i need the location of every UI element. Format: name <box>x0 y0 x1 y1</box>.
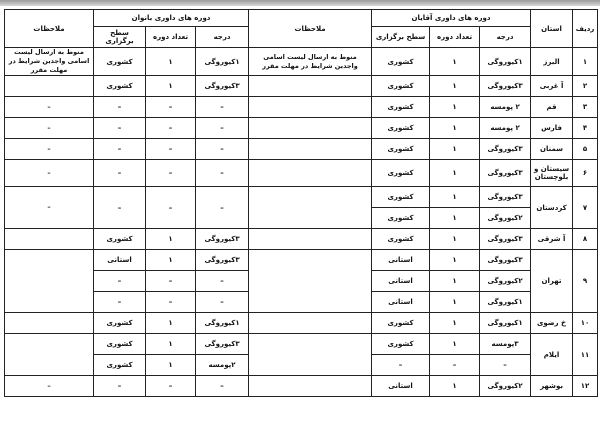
row-number-cell: ۶ <box>573 160 598 187</box>
men-remarks-cell <box>249 334 372 376</box>
women-degree-cell: ۱کیوروگی <box>196 48 249 76</box>
table-row <box>5 250 598 271</box>
men-level-cell: کشوری <box>372 229 430 250</box>
women-remarks-cell: منوط به ارسال لیست اسامی واجدین شرایط در مهلت مقرر <box>5 48 94 76</box>
women-degree-cell: – <box>196 97 249 118</box>
women-degree-cell: – <box>196 292 249 313</box>
province-cell: ایلام <box>531 334 573 376</box>
men-count-cell: ۱ <box>430 250 480 271</box>
men-count-cell: ۱ <box>430 229 480 250</box>
women-degree-cell: ۲پومسه <box>196 355 249 376</box>
men-level-cell: کشوری <box>372 313 430 334</box>
men-degree-cell: ۳کیوروگی <box>480 229 531 250</box>
header-women-count: تعداد دوره <box>146 27 196 48</box>
row-number-cell: ۴ <box>573 118 598 139</box>
men-level-cell: کشوری <box>372 139 430 160</box>
women-remarks-cell: – <box>5 97 94 118</box>
men-degree-cell: ۲ پومسه <box>480 118 531 139</box>
header-women-degree: درجه <box>196 27 249 48</box>
row-number-cell: ۷ <box>573 187 598 229</box>
women-degree-cell: – <box>196 376 249 397</box>
table-row <box>5 160 598 187</box>
women-count-cell: ۱ <box>146 313 196 334</box>
women-degree-cell: – <box>196 160 249 187</box>
men-level-cell: استانی <box>372 271 430 292</box>
women-level-cell: کشوری <box>94 76 146 97</box>
women-degree-cell: ۳کیوروگی <box>196 334 249 355</box>
scan-top-edge <box>0 0 600 6</box>
women-level-cell: – <box>94 271 146 292</box>
province-cell: آ غربی <box>531 76 573 97</box>
women-count-cell: ۱ <box>146 334 196 355</box>
women-level-cell: کشوری <box>94 355 146 376</box>
men-count-cell: – <box>430 355 480 376</box>
women-remarks-cell <box>5 334 94 376</box>
referee-courses-table <box>4 9 598 397</box>
women-degree-cell: ۱کیوروگی <box>196 313 249 334</box>
women-remarks-cell: – <box>5 118 94 139</box>
row-number-cell: ۸ <box>573 229 598 250</box>
men-remarks-cell <box>249 97 372 118</box>
header-women-level: سطح برگزاری <box>94 27 146 48</box>
women-count-cell: – <box>146 118 196 139</box>
men-remarks-cell <box>249 118 372 139</box>
table-row <box>5 229 598 250</box>
women-count-cell: – <box>146 271 196 292</box>
men-degree-cell: ۳پومسه <box>480 334 531 355</box>
table-row <box>5 313 598 334</box>
women-level-cell: کشوری <box>94 48 146 76</box>
header-row-no: ردیف <box>573 10 598 48</box>
women-degree-cell: – <box>196 271 249 292</box>
men-degree-cell: ۳کیوروگی <box>480 250 531 271</box>
women-count-cell: ۱ <box>146 48 196 76</box>
men-degree-cell: ۳کیوروگی <box>480 76 531 97</box>
row-number-cell: ۳ <box>573 97 598 118</box>
men-degree-cell: ۱کیوروگی <box>480 48 531 76</box>
men-level-cell: کشوری <box>372 208 430 229</box>
women-degree-cell: – <box>196 118 249 139</box>
women-remarks-cell: – <box>5 376 94 397</box>
row-number-cell: ۵ <box>573 139 598 160</box>
row-number-cell: ۱۲ <box>573 376 598 397</box>
men-degree-cell: ۳کیوروگی <box>480 139 531 160</box>
women-level-cell: – <box>94 97 146 118</box>
men-level-cell: استانی <box>372 292 430 313</box>
women-count-cell: ۱ <box>146 76 196 97</box>
men-level-cell: کشوری <box>372 334 430 355</box>
header-men-degree: درجه <box>480 27 531 48</box>
row-number-cell: ۱۱ <box>573 334 598 376</box>
men-degree-cell: ۳کیوروگی <box>480 160 531 187</box>
province-cell: فارس <box>531 118 573 139</box>
province-cell: آ شرقی <box>531 229 573 250</box>
women-remarks-cell <box>5 313 94 334</box>
men-level-cell: کشوری <box>372 48 430 76</box>
men-level-cell: کشوری <box>372 118 430 139</box>
men-level-cell: کشوری <box>372 187 430 208</box>
men-level-cell: کشوری <box>372 76 430 97</box>
women-count-cell: – <box>146 292 196 313</box>
men-level-cell: – <box>372 355 430 376</box>
table-row <box>5 48 598 76</box>
table-row <box>5 334 598 355</box>
women-count-cell: – <box>146 187 196 229</box>
men-degree-cell: ۲کیوروگی <box>480 208 531 229</box>
province-cell: تهران <box>531 250 573 313</box>
men-remarks-cell <box>249 187 372 229</box>
header-province: استان <box>531 10 573 48</box>
row-number-cell: ۹ <box>573 250 598 313</box>
province-cell: سیستان و بلوچستان <box>531 160 573 187</box>
men-degree-cell: – <box>480 355 531 376</box>
header-women-courses: دوره های داوری بانوان <box>94 10 249 27</box>
men-remarks-cell: منوط به ارسال لیست اسامی واجدین شرایط در مهلت مقرر <box>249 48 372 76</box>
women-remarks-cell <box>5 229 94 250</box>
table-row <box>5 376 598 397</box>
men-remarks-cell <box>249 313 372 334</box>
men-count-cell: ۱ <box>430 139 480 160</box>
women-degree-cell: ۳کیوروگی <box>196 229 249 250</box>
women-level-cell: – <box>94 118 146 139</box>
men-count-cell: ۱ <box>430 208 480 229</box>
women-count-cell: ۱ <box>146 355 196 376</box>
province-cell: خ رضوی <box>531 313 573 334</box>
header-men-level: سطح برگزاری <box>372 27 430 48</box>
women-degree-cell: ۳کیوروگی <box>196 250 249 271</box>
province-cell: قم <box>531 97 573 118</box>
men-degree-cell: ۲ پومسه <box>480 97 531 118</box>
table-row <box>5 97 598 118</box>
men-degree-cell: ۳کیوروگی <box>480 187 531 208</box>
table-row <box>5 139 598 160</box>
women-level-cell: – <box>94 292 146 313</box>
men-count-cell: ۱ <box>430 376 480 397</box>
province-cell: کردستان <box>531 187 573 229</box>
women-level-cell: – <box>94 160 146 187</box>
women-count-cell: – <box>146 160 196 187</box>
table-row <box>5 118 598 139</box>
header-men-courses: دوره های داوری آقایان <box>372 10 531 27</box>
province-cell: بوشهر <box>531 376 573 397</box>
women-count-cell: ۱ <box>146 229 196 250</box>
women-degree-cell: – <box>196 187 249 229</box>
women-level-cell: – <box>94 139 146 160</box>
men-count-cell: ۱ <box>430 76 480 97</box>
table-row <box>5 187 598 208</box>
men-level-cell: کشوری <box>372 97 430 118</box>
men-count-cell: ۱ <box>430 187 480 208</box>
men-level-cell: کشوری <box>372 160 430 187</box>
men-remarks-cell <box>249 160 372 187</box>
men-remarks-cell <box>249 139 372 160</box>
men-degree-cell: ۲کیوروگی <box>480 376 531 397</box>
men-count-cell: ۱ <box>430 313 480 334</box>
women-degree-cell: – <box>196 139 249 160</box>
table-body <box>5 48 598 397</box>
women-level-cell: – <box>94 376 146 397</box>
men-count-cell: ۱ <box>430 97 480 118</box>
women-level-cell: کشوری <box>94 313 146 334</box>
men-level-cell: استانی <box>372 376 430 397</box>
men-degree-cell: ۱کیوروگی <box>480 313 531 334</box>
header-men-count: تعداد دوره <box>430 27 480 48</box>
women-remarks-cell: – <box>5 139 94 160</box>
table-row <box>5 76 598 97</box>
women-count-cell: – <box>146 376 196 397</box>
women-level-cell: – <box>94 187 146 229</box>
women-remarks-cell: – <box>5 187 94 229</box>
men-count-cell: ۱ <box>430 118 480 139</box>
header-women-remarks: ملاحظات <box>5 10 94 48</box>
men-count-cell: ۱ <box>430 160 480 187</box>
header-men-remarks: ملاحظات <box>249 10 372 48</box>
women-count-cell: – <box>146 139 196 160</box>
province-cell: البرز <box>531 48 573 76</box>
men-remarks-cell <box>249 229 372 250</box>
women-count-cell: ۱ <box>146 250 196 271</box>
women-level-cell: کشوری <box>94 229 146 250</box>
women-level-cell: کشوری <box>94 334 146 355</box>
row-number-cell: ۲ <box>573 76 598 97</box>
men-degree-cell: ۱کیوروگی <box>480 292 531 313</box>
men-degree-cell: ۲کیوروگی <box>480 271 531 292</box>
province-cell: سمنان <box>531 139 573 160</box>
women-level-cell: استانی <box>94 250 146 271</box>
men-count-cell: ۱ <box>430 334 480 355</box>
men-count-cell: ۱ <box>430 48 480 76</box>
row-number-cell: ۱۰ <box>573 313 598 334</box>
men-remarks-cell <box>249 376 372 397</box>
women-remarks-cell <box>5 76 94 97</box>
men-level-cell: استانی <box>372 250 430 271</box>
men-remarks-cell <box>249 250 372 313</box>
women-count-cell: – <box>146 97 196 118</box>
men-count-cell: ۱ <box>430 292 480 313</box>
row-number-cell: ۱ <box>573 48 598 76</box>
women-degree-cell: ۳کیوروگی <box>196 76 249 97</box>
men-remarks-cell <box>249 76 372 97</box>
women-remarks-cell: – <box>5 160 94 187</box>
women-remarks-cell <box>5 250 94 313</box>
men-count-cell: ۱ <box>430 271 480 292</box>
